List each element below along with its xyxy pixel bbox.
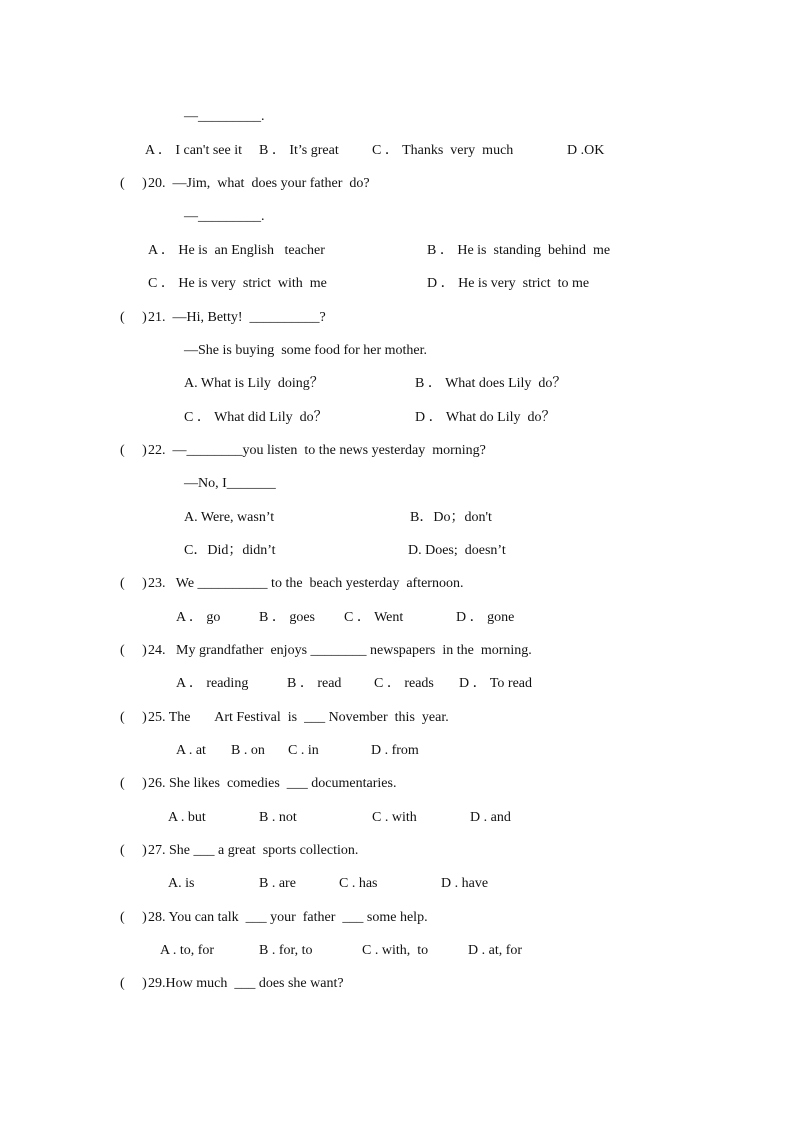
q28-stem: 28. You can talk ___ your father ___ some help.: [148, 910, 428, 925]
q21-option-c: C ． What did Lily do？: [184, 410, 328, 425]
q28-option-c: C . with, to: [362, 943, 429, 958]
q19-answer-blank: —_________.: [184, 109, 265, 124]
q21-option-b: B ． What does Lily do？: [415, 376, 567, 391]
q25-option-d: D . from: [371, 743, 419, 758]
q21-stem: 21. —Hi, Betty! __________?: [148, 310, 326, 325]
q23-option-a: A ． go: [176, 610, 221, 625]
q19-option-b: B ． It’s great: [259, 143, 339, 158]
q25-option-c: C . in: [288, 743, 319, 758]
q26-option-d: D . and: [470, 810, 511, 825]
q24-answer-paren: ( ): [120, 643, 147, 658]
q22-option-b: B．Do；don't: [410, 510, 492, 525]
q20-option-c: C ． He is very strict with me: [148, 276, 327, 291]
q26-option-a: A . but: [168, 810, 206, 825]
q25-option-b: B . on: [231, 743, 265, 758]
q25-stem: 25. The Art Festival is ___ November this year.: [148, 710, 449, 725]
q22-option-a: A. Were, wasn’t: [184, 510, 275, 525]
q23-option-b: B ． goes: [259, 610, 315, 625]
q21-option-d: D ． What do Lily do？: [415, 410, 556, 425]
q21-reply: —She is buying some food for her mother.: [184, 343, 428, 358]
q27-option-b: B . are: [259, 876, 296, 891]
q26-stem: 26. She likes comedies ___ documentaries.: [148, 776, 397, 791]
q27-stem: 27. She ___ a great sports collection.: [148, 843, 359, 858]
q22-stem: 22. —________you listen to the news yesterday morning?: [148, 443, 486, 458]
q21-answer-paren: ( ): [120, 310, 147, 325]
q26-option-b: B . not: [259, 810, 297, 825]
q22-reply: —No, I_______: [184, 476, 276, 491]
q20-answer-paren: ( ): [120, 176, 147, 191]
q19-option-c: C ． Thanks very much: [372, 143, 514, 158]
q29-stem: 29.How much ___ does she want?: [148, 976, 344, 991]
q25-answer-paren: ( ): [120, 710, 147, 725]
q20-answer-blank: —_________.: [184, 209, 265, 224]
q20-stem: 20. —Jim, what does your father do?: [148, 176, 370, 191]
q20-option-d: D ． He is very strict to me: [427, 276, 590, 291]
q24-option-b: B ． read: [287, 676, 342, 691]
q22-option-c: C．Did；didn’t: [184, 543, 276, 558]
q22-answer-paren: ( ): [120, 443, 147, 458]
q21-option-a: A. What is Lily doing？: [184, 376, 324, 391]
q27-answer-paren: ( ): [120, 843, 147, 858]
q28-option-a: A . to, for: [160, 943, 215, 958]
q27-option-d: D . have: [441, 876, 489, 891]
q19-option-d: D .OK: [567, 143, 605, 158]
q25-option-a: A . at: [176, 743, 206, 758]
q22-option-d: D. Does; doesn’t: [408, 543, 506, 558]
q20-option-b: B ． He is standing behind me: [427, 243, 611, 258]
q23-option-d: D ． gone: [456, 610, 515, 625]
q28-option-b: B . for, to: [259, 943, 313, 958]
q24-option-d: D ． To read: [459, 676, 533, 691]
q27-option-c: C . has: [339, 876, 378, 891]
q29-answer-paren: ( ): [120, 976, 147, 991]
q19-option-a: A ． I can't see it: [145, 143, 242, 158]
q28-option-d: D . at, for: [468, 943, 523, 958]
q23-option-c: C ． Went: [344, 610, 404, 625]
q23-stem: 23. We __________ to the beach yesterday afternoon.: [148, 576, 464, 591]
q24-option-c: C ． reads: [374, 676, 434, 691]
q27-option-a: A. is: [168, 876, 195, 891]
q28-answer-paren: ( ): [120, 910, 147, 925]
q26-answer-paren: ( ): [120, 776, 147, 791]
q23-answer-paren: ( ): [120, 576, 147, 591]
q20-option-a: A ． He is an English teacher: [148, 243, 325, 258]
q24-option-a: A ． reading: [176, 676, 249, 691]
q26-option-c: C . with: [372, 810, 417, 825]
q24-stem: 24. My grandfather enjoys ________ newspapers in the morning.: [148, 643, 532, 658]
